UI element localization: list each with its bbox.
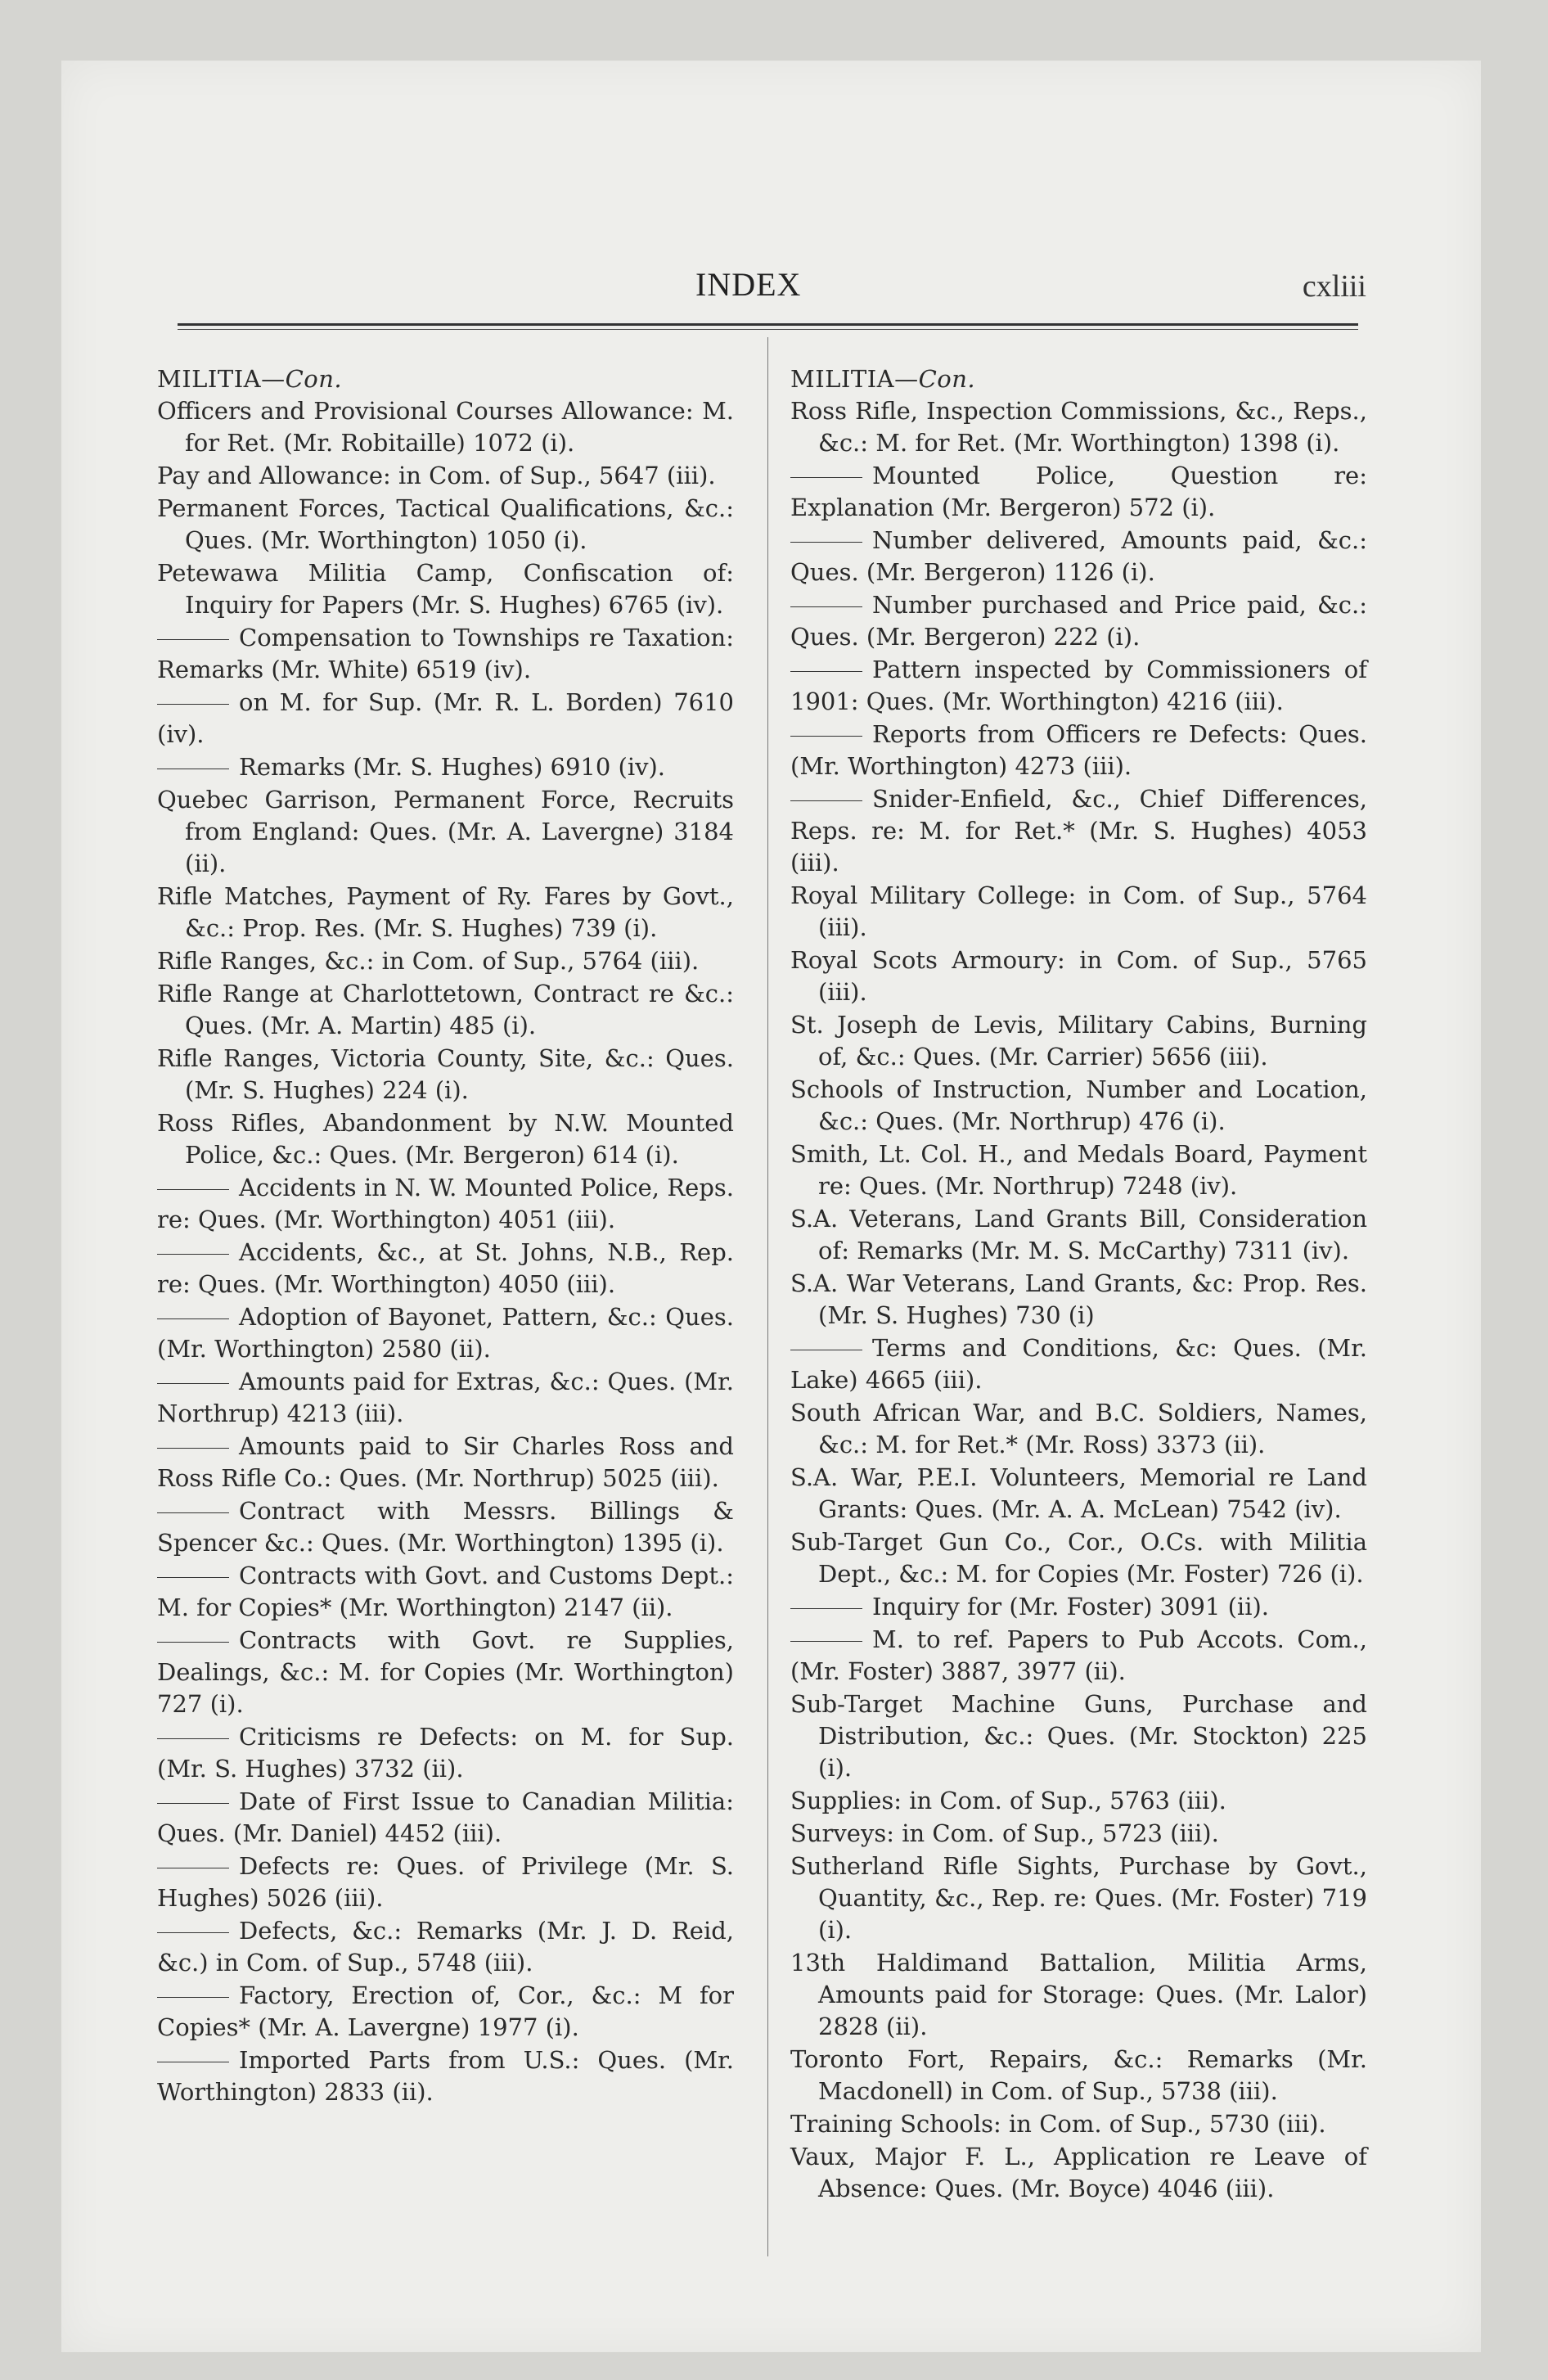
index-subentry (790, 783, 1367, 879)
entry-text: Surveys: in Com. of Sup., 5723 (iii). (790, 1819, 1219, 1847)
index-subentry (790, 589, 1367, 653)
entry-text: Supplies: in Com. of Sup., 5763 (iii). (790, 1787, 1226, 1814)
continuation-dash (790, 1608, 862, 1609)
index-entry (790, 1947, 1367, 2043)
entry-text: Sutherland Rifle Sights, Purchase by Govt., Quantity, &c., Rep. re: Ques. (Mr. Foster) 719 (i). (790, 1852, 1367, 1944)
entry-text: Remarks (Mr. S. Hughes) 6910 (iv). (239, 753, 666, 781)
entry-text: South African War, and B.C. Soldiers, Names, &c.: M. for Ret.* (Mr. Ross) 3373 (ii). (790, 1399, 1367, 1458)
index-entry (157, 1043, 734, 1107)
heading-continued: Con. (918, 365, 976, 393)
continuation-dash (157, 1254, 229, 1255)
heading-main: MILITIA— (790, 365, 919, 393)
entry-text: Rifle Range at Charlottetown, Contract re &c.: Ques. (Mr. A. Martin) 485 (i). (157, 980, 734, 1039)
continuation-dash (157, 1189, 229, 1190)
heading-main: MILITIA— (157, 365, 286, 393)
continuation-dash (790, 606, 862, 607)
entry-text: Defects, &c.: Remarks (Mr. J. D. Reid, &c.) in Com. of Sup., 5748 (iii). (157, 1917, 734, 1977)
entry-text: St. Joseph de Levis, Military Cabins, Burning of, &c.: Ques. (Mr. Carrier) 5656 (iii). (790, 1011, 1367, 1071)
index-entry (790, 1397, 1367, 1461)
continuation-dash (157, 1932, 229, 1933)
index-entry (790, 944, 1367, 1008)
index-entry (790, 1526, 1367, 1590)
index-entry (790, 1009, 1367, 1073)
entry-text: Sub-Target Gun Co., Cor., O.Cs. with Militia Dept., &c.: M. for Copies (Mr. Foster) 726 (i). (790, 1528, 1367, 1588)
right-column (790, 363, 1367, 2206)
index-entry (790, 2044, 1367, 2107)
entry-text: Inquiry for (Mr. Foster) 3091 (ii). (872, 1593, 1270, 1620)
index-subentry (790, 1332, 1367, 1396)
index-subentry (157, 1915, 734, 1979)
index-entry (157, 978, 734, 1042)
index-entry (790, 1268, 1367, 1332)
continuation-dash (790, 671, 862, 672)
continuation-dash (157, 1512, 229, 1513)
entry-text: Sub-Target Machine Guns, Purchase and Distribution, &c.: Ques. (Mr. Stockton) 225 (i). (790, 1690, 1367, 1782)
page-header (61, 265, 1481, 306)
continuation-dash (157, 1738, 229, 1739)
entry-text: Compensation to Townships re Taxation: Remarks (Mr. White) 6519 (iv). (157, 624, 734, 683)
entry-text: Accidents in N. W. Mounted Police, Reps. re: Ques. (Mr. Worthington) 4051 (iii). (157, 1174, 734, 1233)
index-subentry (790, 654, 1367, 718)
index-page (61, 61, 1481, 2352)
entry-text: S.A. War, P.E.I. Volunteers, Memorial re Land Grants: Ques. (Mr. A. A. McLean) 7542 (iv). (790, 1463, 1367, 1523)
entry-text: Pay and Allowance: in Com. of Sup., 5647 (iii). (157, 462, 716, 489)
entry-text: Snider-Enfield, &c., Chief Differences, Reps. re: M. for Ret.* (Mr. S. Hughes) 4053 (iii). (790, 785, 1367, 877)
index-entry (157, 784, 734, 880)
left-entry-list (157, 395, 734, 2108)
entry-text: Adoption of Bayonet, Pattern, &c.: Ques. (Mr. Worthington) 2580 (ii). (157, 1303, 734, 1363)
index-entry (157, 881, 734, 944)
continuation-dash (157, 1803, 229, 1804)
index-subentry (790, 1591, 1367, 1623)
index-subentry (157, 622, 734, 686)
entry-text: Imported Parts from U.S.: Ques. (Mr. Worthington) 2833 (ii). (157, 2046, 734, 2106)
page-title: INDEX (695, 266, 802, 303)
entry-text: Pattern inspected by Commissioners of 1901: Ques. (Mr. Worthington) 4216 (iii). (790, 656, 1367, 715)
heading-continued: Con. (285, 365, 343, 393)
index-subentry (157, 1560, 734, 1624)
entry-text: Contract with Messrs. Billings & Spencer &c.: Ques. (Mr. Worthington) 1395 (i). (157, 1497, 734, 1557)
entry-text: Date of First Issue to Canadian Militia: Ques. (Mr. Daniel) 4452 (iii). (157, 1787, 734, 1847)
index-subentry (157, 1431, 734, 1494)
index-entry (790, 2141, 1367, 2205)
index-subentry (157, 2044, 734, 2108)
index-subentry (157, 1786, 734, 1850)
left-column-heading (157, 363, 734, 395)
index-subentry (157, 687, 734, 751)
index-entry (790, 1785, 1367, 1817)
index-subentry (157, 1366, 734, 1430)
entry-text: Terms and Conditions, &c: Ques. (Mr. Lake) 4665 (iii). (790, 1334, 1367, 1394)
right-column-heading (790, 363, 1367, 395)
entry-text: Vaux, Major F. L., Application re Leave of Absence: Ques. (Mr. Boyce) 4046 (iii). (790, 2143, 1367, 2202)
index-subentry (790, 719, 1367, 782)
continuation-dash (157, 1642, 229, 1643)
entry-text: 13th Haldimand Battalion, Militia Arms, Amounts paid for Storage: Ques. (Mr. Lalor) 2828 (ii). (790, 1949, 1367, 2040)
index-entry (790, 1462, 1367, 1526)
entry-text: Ross Rifle, Inspection Commissions, &c., Reps., &c.: M. for Ret. (Mr. Worthington) 1398 (i). (790, 397, 1367, 457)
index-entry (157, 945, 734, 977)
index-entry (790, 2108, 1367, 2140)
index-entry (790, 1850, 1367, 1946)
entry-text: Rifle Ranges, &c.: in Com. of Sup., 5764 (iii). (157, 947, 700, 975)
index-subentry (157, 1301, 734, 1365)
index-subentry (157, 1721, 734, 1785)
index-subentry (157, 1980, 734, 2044)
index-subentry (157, 1172, 734, 1236)
index-entry (157, 493, 734, 557)
index-entry (157, 460, 734, 492)
entry-text: Criticisms re Defects: on M. for Sup. (Mr. S. Hughes) 3732 (ii). (157, 1723, 734, 1783)
index-entry (790, 1818, 1367, 1850)
index-entry (790, 880, 1367, 944)
index-subentry (157, 1850, 734, 1914)
index-subentry (790, 460, 1367, 524)
continuation-dash (790, 736, 862, 737)
entry-text: Rifle Ranges, Victoria County, Site, &c.: Ques. (Mr. S. Hughes) 224 (i). (157, 1044, 734, 1104)
entry-text: Mounted Police, Question re: Explanation (Mr. Bergeron) 572 (i). (790, 462, 1367, 521)
page-number: cxliii (1302, 269, 1366, 304)
entry-text: Quebec Garrison, Permanent Force, Recruits from England: Ques. (Mr. A. Lavergne) 3184 (ii). (157, 786, 734, 877)
entry-text: Petewawa Militia Camp, Confiscation of: Inquiry for Papers (Mr. S. Hughes) 6765 (iv). (157, 559, 734, 619)
entry-text: S.A. War Veterans, Land Grants, &c: Prop. Res. (Mr. S. Hughes) 730 (i) (790, 1269, 1367, 1329)
entry-text: Rifle Matches, Payment of Ry. Fares by Govt., &c.: Prop. Res. (Mr. S. Hughes) 739 (i). (157, 882, 734, 942)
entry-text: Contracts with Govt. re Supplies, Dealings, &c.: M. for Copies (Mr. Worthington) 727 (i). (157, 1626, 734, 1718)
entry-text: Officers and Provisional Courses Allowance: M. for Ret. (Mr. Robitaille) 1072 (i). (157, 397, 734, 457)
entry-text: Reports from Officers re Defects: Ques. (Mr. Worthington) 4273 (iii). (790, 720, 1367, 780)
index-entry (157, 1107, 734, 1171)
entry-text: Royal Military College: in Com. of Sup., 5764 (iii). (790, 881, 1367, 941)
continuation-dash (157, 1318, 229, 1319)
index-entry (790, 1688, 1367, 1784)
continuation-dash (157, 704, 229, 705)
header-rule-thick (178, 323, 1358, 326)
entry-text: M. to ref. Papers to Pub Accots. Com., (Mr. Foster) 3887, 3977 (ii). (790, 1625, 1367, 1685)
left-column (157, 363, 734, 2109)
entry-text: Royal Scots Armoury: in Com. of Sup., 5765 (iii). (790, 946, 1367, 1006)
index-entry (790, 1203, 1367, 1267)
index-entry (157, 395, 734, 459)
index-subentry (157, 1625, 734, 1720)
entry-text: Smith, Lt. Col. H., and Medals Board, Payment re: Ques. (Mr. Northrup) 7248 (iv). (790, 1140, 1367, 1200)
continuation-dash (157, 1448, 229, 1449)
entry-text: Defects re: Ques. of Privilege (Mr. S. Hughes) 5026 (iii). (157, 1852, 734, 1912)
entry-text: Training Schools: in Com. of Sup., 5730 (iii). (790, 2110, 1326, 2138)
column-divider (767, 337, 768, 2256)
index-entry (790, 1138, 1367, 1202)
entry-text: Amounts paid to Sir Charles Ross and Ross Rifle Co.: Ques. (Mr. Northrup) 5025 (iii). (157, 1432, 734, 1492)
continuation-dash (790, 542, 862, 543)
index-subentry (157, 1495, 734, 1559)
entry-text: Amounts paid for Extras, &c.: Ques. (Mr. Northrup) 4213 (iii). (157, 1368, 734, 1427)
continuation-dash (157, 1383, 229, 1384)
continuation-dash (157, 1577, 229, 1578)
entry-text: Toronto Fort, Repairs, &c.: Remarks (Mr. Macdonell) in Com. of Sup., 5738 (iii). (790, 2045, 1367, 2105)
index-subentry (157, 751, 734, 783)
index-entry (157, 557, 734, 621)
index-entry (790, 1074, 1367, 1138)
entry-text: Schools of Instruction, Number and Location, &c.: Ques. (Mr. Northrup) 476 (i). (790, 1075, 1367, 1135)
index-subentry (157, 1237, 734, 1300)
index-subentry (790, 525, 1367, 588)
entry-text: Accidents, &c., at St. Johns, N.B., Rep. re: Ques. (Mr. Worthington) 4050 (iii). (157, 1238, 734, 1298)
index-subentry (790, 1624, 1367, 1688)
continuation-dash (790, 800, 862, 801)
entry-text: on M. for Sup. (Mr. R. L. Borden) 7610 (iv). (157, 688, 734, 748)
right-entry-list (790, 395, 1367, 2205)
entry-text: Factory, Erection of, Cor., &c.: M for Copies* (Mr. A. Lavergne) 1977 (i). (157, 1981, 734, 2041)
entry-text: Number purchased and Price paid, &c.: Ques. (Mr. Bergeron) 222 (i). (790, 591, 1367, 651)
continuation-dash (157, 639, 229, 640)
header-rule-thin (178, 329, 1358, 330)
entry-text: Permanent Forces, Tactical Qualifications, &c.: Ques. (Mr. Worthington) 1050 (i). (157, 494, 734, 554)
continuation-dash (157, 1997, 229, 1998)
continuation-dash (790, 1641, 862, 1642)
entry-text: Number delivered, Amounts paid, &c.: Ques. (Mr. Bergeron) 1126 (i). (790, 526, 1367, 586)
index-entry (790, 395, 1367, 459)
entry-text: S.A. Veterans, Land Grants Bill, Consideration of: Remarks (Mr. M. S. McCarthy) 7311 (iv). (790, 1205, 1367, 1264)
entry-text: Contracts with Govt. and Customs Dept.: M. for Copies* (Mr. Worthington) 2147 (ii). (157, 1562, 734, 1621)
entry-text: Ross Rifles, Abandonment by N.W. Mounted Police, &c.: Ques. (Mr. Bergeron) 614 (i). (157, 1109, 734, 1169)
continuation-dash (790, 477, 862, 478)
